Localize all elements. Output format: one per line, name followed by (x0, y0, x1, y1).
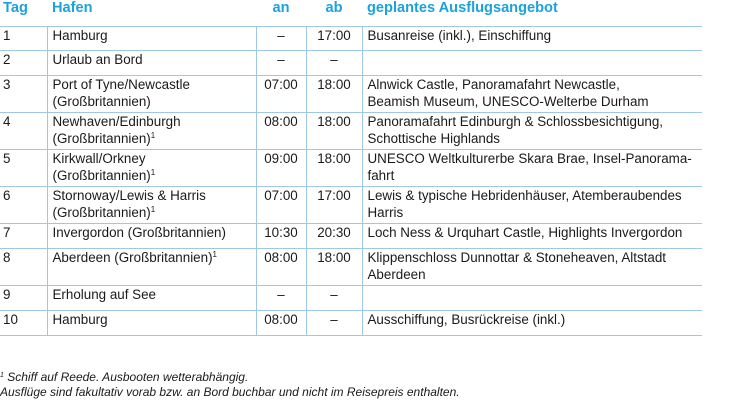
cell-an: – (256, 51, 306, 76)
footnote-line (0, 370, 460, 385)
cell-ab: – (306, 286, 362, 311)
cell-angebot: Ausschiffung, Busrückreise (inkl.) (362, 311, 702, 336)
cell-angebot (362, 187, 702, 224)
cell-angebot (362, 113, 702, 150)
cell-tag: 6 (0, 187, 47, 224)
footnote-text: Schiff auf Reede. Ausbooten wetterabhängig. (3, 370, 249, 384)
cell-hafen (47, 286, 256, 311)
angebot-line-1: Klippenschloss Dunnottar & Stoneheaven, Altstadt (367, 250, 667, 265)
hafen-name: Port of Tyne/Newcastle (52, 77, 190, 92)
cell-ab: 18:00 (306, 249, 362, 286)
cell-an: 07:00 (256, 187, 306, 224)
hafen-country: (Großbritannien) (52, 130, 151, 146)
cell-ab: 18:00 (306, 76, 362, 113)
cell-tag: 10 (0, 311, 47, 336)
cell-angebot (362, 76, 702, 113)
footnote-mark: 1 (0, 372, 4, 379)
footnote-marker: 1 (150, 204, 156, 214)
cell-an: 10:30 (256, 224, 306, 249)
hafen-name: Invergordon (Großbritannien) (52, 225, 226, 240)
angebot-line-1: Alnwick Castle, Panoramafahrt Newcastle, (367, 77, 620, 92)
cell-an: – (256, 286, 306, 311)
cell-ab: 18:00 (306, 113, 362, 150)
cell-tag: 9 (0, 286, 47, 311)
cell-ab: 18:00 (306, 150, 362, 187)
cell-angebot (362, 51, 702, 76)
table-row (0, 286, 702, 311)
footnote-marker: 1 (150, 130, 156, 140)
cell-tag: 3 (0, 76, 47, 113)
hafen-name: Aberdeen (Großbritannien) (52, 250, 213, 265)
header-angebot: geplantes Ausflugsangebot (362, 0, 702, 27)
hafen-country: (Großbritannien) (52, 93, 151, 109)
cell-ab: – (306, 51, 362, 76)
angebot-line-2: fahrt (367, 167, 395, 183)
hafen-name: Urlaub an Bord (52, 52, 143, 67)
cell-tag: 5 (0, 150, 47, 187)
hafen-name: Kirkwall/Orkney (52, 151, 146, 166)
table-row (0, 51, 702, 76)
cell-ab: 17:00 (306, 187, 362, 224)
hafen-name: Hamburg (52, 28, 108, 43)
cell-an: 08:00 (256, 113, 306, 150)
cell-tag: 8 (0, 249, 47, 286)
cell-hafen (47, 249, 256, 286)
cell-an: – (256, 27, 306, 51)
cell-hafen (47, 51, 256, 76)
cell-ab: 20:30 (306, 224, 362, 249)
cell-angebot: Busanreise (inkl.), Einschiffung (362, 27, 702, 51)
table-row (0, 76, 702, 113)
cell-hafen (47, 224, 256, 249)
hafen-name: Hamburg (52, 312, 108, 327)
cell-an: 08:00 (256, 249, 306, 286)
table-row (0, 249, 702, 286)
hafen-name: Erholung auf See (52, 287, 156, 302)
angebot-line-2: Harris (367, 204, 404, 220)
cell-angebot (362, 286, 702, 311)
angebot-line-1: Lewis & typische Hebridenhäuser, Atemberaubendes (367, 188, 682, 203)
footnote-marker: 1 (212, 250, 217, 259)
cell-ab: 17:00 (306, 27, 362, 51)
table-header-row (0, 0, 702, 27)
disclaimer-line: Ausflüge sind fakultativ vorab bzw. an Bord buchbar und nicht im Reisepreis enthalten. (0, 385, 460, 399)
header-tag: Tag (0, 0, 47, 27)
hafen-country: (Großbritannien) (52, 204, 151, 220)
hafen-name: Newhaven/Edinburgh (52, 114, 181, 129)
table-row (0, 311, 702, 336)
cell-an: 09:00 (256, 150, 306, 187)
cell-hafen (47, 76, 256, 113)
angebot-line-2: Beamish Museum, UNESCO-Welterbe Durham (367, 93, 649, 109)
hafen-name: Stornoway/Lewis & Harris (52, 188, 206, 203)
footnotes (0, 370, 460, 400)
cell-hafen (47, 113, 256, 150)
table-row (0, 187, 702, 224)
cell-tag: 1 (0, 27, 47, 51)
cell-angebot (362, 150, 702, 187)
cell-an: 07:00 (256, 76, 306, 113)
cell-tag: 7 (0, 224, 47, 249)
cell-angebot: Loch Ness & Urquhart Castle, Highlights Invergordon (362, 224, 702, 249)
table-row (0, 113, 702, 150)
angebot-line-1: Panoramafahrt Edinburgh & Schlossbesichtigung, (367, 114, 664, 129)
hafen-country: (Großbritannien) (52, 167, 151, 183)
cell-tag: 2 (0, 51, 47, 76)
footnote-marker: 1 (150, 167, 156, 177)
cell-hafen (47, 187, 256, 224)
cell-hafen (47, 150, 256, 187)
cell-ab: – (306, 311, 362, 336)
cell-hafen (47, 311, 256, 336)
cell-hafen (47, 27, 256, 51)
header-hafen: Hafen (47, 0, 256, 27)
cell-angebot (362, 249, 702, 286)
cell-an: 08:00 (256, 311, 306, 336)
angebot-line-2: Aberdeen (367, 266, 426, 282)
header-an: an (256, 0, 306, 27)
angebot-line-1: UNESCO Weltkulturerbe Skara Brae, Insel-Panorama- (367, 151, 692, 166)
cell-tag: 4 (0, 113, 47, 150)
table-row (0, 224, 702, 249)
header-ab: ab (306, 0, 362, 27)
table-row (0, 150, 702, 187)
table-row (0, 27, 702, 51)
angebot-line-2: Schottische Highlands (367, 130, 500, 146)
